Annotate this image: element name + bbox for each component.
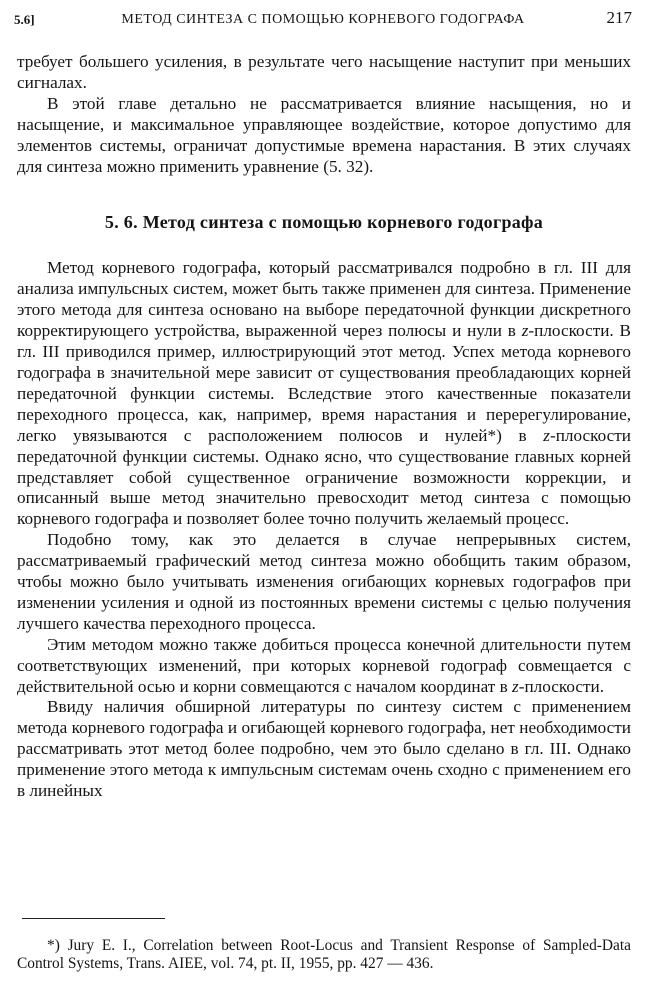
page-body	[17, 52, 631, 802]
section-heading: 5. 6. Метод синтеза с помощью корневого годографа	[104, 212, 544, 233]
footnote-rule	[22, 918, 165, 919]
z-variable: z	[543, 425, 550, 445]
paragraph-continued: требует большего усиления, в результате чего насыщение наступит при меньших сигналах.	[17, 52, 631, 92]
running-title: МЕТОД СИНТЕЗА С ПОМОЩЬЮ КОРНЕВОГО ГОДОГРАФА	[121, 12, 525, 27]
section-number: 5.6]	[14, 12, 35, 27]
paragraph-literature: Ввиду наличия обширной литературы по синтезу систем с применением метода корневого годографа и огибающей корневого годографа, нет необходимости рассматривать этот метод более подробно, чем это было сделано в гл. III. Однако применение этого метода к импульсным системам очень сходно с применением его в линейных	[17, 697, 631, 801]
paragraph-generalization: Подобно тому, как это делается в случае непрерывных систем, рассматриваемый графический метод синтеза можно обобщить таким образом, чтобы можно было учитывать изменения огибающих корневых годографов при изменении усиления и одной из постоянных времени системы с целью получения лучшего качества переходного процесса.	[17, 530, 631, 633]
z-variable: z	[512, 676, 519, 696]
page-number: 217	[606, 8, 632, 27]
z-variable: z	[521, 321, 529, 341]
paragraph-root-locus-method: Метод корневого годографа, который рассматривался подробно в гл. III для анализа импульсных систем, может быть также применен для синтеза. Применение этого метода для синтеза основано на выборе передаточной функции дискретного корректирующего устройства, выраженной через полюсы и нули в z-плоскости. В гл. III приводился пример, иллюстрирующий этот метод. Успех метода корневого годографа в значительной мере зависит от существования преобладающих корней передаточной функции системы. Вследствие этого качественные показатели переходного процесса, как, например, время нарастания и перерегулирование, легко увязываются с расположением полюсов и нулей*) в z-плоскости передаточной функции системы. Однако ясно, что существование главных корней представляет собой существенное ограничение возможности коррекции, и описанный выше метод значительно превосходит метод синтеза с помощью корневого годографа и позволяет более точно получить желаемый процесс.	[17, 258, 632, 529]
paragraph-finite-duration: Этим методом можно также добиться процесса конечной длительности путем соответствующих изменений, при которых корневой годограф совмещается с действительной осью и корни совмещаются с началом координат в z-плоскости.	[17, 634, 631, 696]
running-header	[14, 8, 632, 32]
footnote: *) Jury E. I., Correlation between Root-Locus and Transient Response of Sampled-Data Control Systems, Trans. AIEE, vol. 74, pt. II, 1955, pp. 427 — 436.	[17, 937, 631, 972]
paragraph-saturation: В этой главе детально не рассматривается влияние насыщения, но и насыщение, и максимальное управляющее воздействие, которое допустимо для элементов системы, ограничат допустимые времена нарастания. В этих случаях для синтеза можно применить уравнение (5. 32).	[17, 93, 631, 176]
